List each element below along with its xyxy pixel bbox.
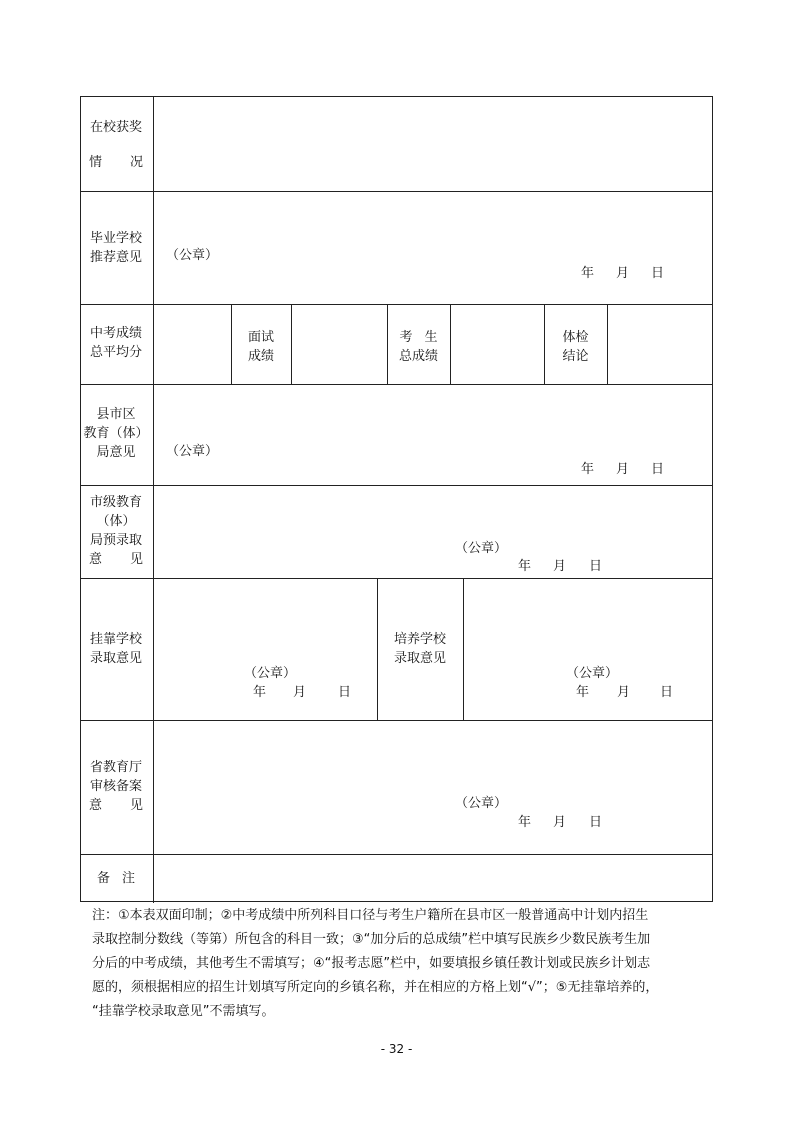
year-text: 年 [518, 559, 532, 574]
province-bureau-field[interactable] [153, 720, 712, 853]
total-score-field[interactable] [450, 304, 543, 383]
city-bureau-field[interactable] [153, 485, 712, 577]
footnote [92, 904, 712, 1024]
physical-exam-label: 体检 结论 [562, 330, 589, 364]
graduation-field[interactable] [153, 191, 712, 303]
month-text: 月 [616, 266, 630, 281]
physical-exam-field[interactable] [607, 304, 712, 383]
year-text: 年 [518, 815, 532, 830]
footnote-line: “挂靠学校录取意见”不需填写。 [92, 1004, 275, 1019]
footnote-line: 注：①本表双面印制；②中考成绩中所列科目口径与考生户籍所在县市区一般普通高中计划内招生 [92, 908, 649, 923]
day-text: 日 [589, 559, 603, 574]
province-bureau-label: 省教育厅 审核备案 意 见 [89, 760, 143, 813]
total-score-label: 考 生 总成绩 [398, 330, 438, 364]
exam-score-label: 中考成绩 总平均分 [89, 326, 142, 360]
remarks-label: 备 注 [97, 871, 135, 886]
day-text: 日 [651, 462, 665, 477]
month-text: 月 [616, 462, 630, 477]
year-text: 年 [576, 685, 590, 700]
day-text: 日 [651, 266, 665, 281]
footnote-line: 愿的，须根据相应的招生计划填写所定向的乡镇名称，并在相应的方格上划“√”；⑤无挂靠培养的， [92, 980, 659, 995]
seal-text: （公章） [166, 444, 219, 459]
seal-text: （公章） [566, 666, 619, 681]
affiliated-school-label: 挂靠学校 录取意见 [89, 632, 142, 666]
page-number: - 32 - [380, 1042, 413, 1056]
seal-text: （公章） [166, 248, 219, 263]
footnote-line: 分后的中考成绩，其他考生不需填写；④“报考志愿”栏中，如要填报乡镇任教计划或民族乡计划志 [92, 956, 651, 971]
month-text: 月 [617, 685, 631, 700]
interview-score-label: 面试 成绩 [247, 330, 274, 364]
city-bureau-label: 市级教育 （体） 局预录取 意 见 [89, 495, 143, 567]
graduation-label: 毕业学校 推荐意见 [89, 231, 142, 265]
training-school-label: 培养学校 录取意见 [393, 632, 446, 666]
interview-score-field[interactable] [291, 304, 386, 383]
day-text: 日 [589, 815, 603, 830]
awards-field[interactable] [153, 97, 712, 190]
awards-label: 在校获奖 情 况 [89, 120, 143, 170]
month-text: 月 [553, 559, 567, 574]
month-text: 月 [293, 685, 307, 700]
month-text: 月 [553, 815, 567, 830]
day-text: 日 [338, 685, 352, 700]
seal-text: （公章） [244, 666, 297, 681]
remarks-field[interactable] [153, 854, 712, 900]
exam-score-field[interactable] [153, 304, 230, 383]
footnote-line: 录取控制分数线（等第）所包含的科目一致；③“加分后的总成绩”栏中填写民族乡少数民族考生加 [92, 932, 651, 947]
year-text: 年 [253, 685, 267, 700]
day-text: 日 [660, 685, 674, 700]
seal-text: （公章） [455, 541, 508, 556]
year-text: 年 [581, 266, 595, 281]
county-bureau-label: 县市区 教育（体） 局意见 [83, 407, 149, 460]
year-text: 年 [581, 462, 595, 477]
seal-text: （公章） [455, 796, 508, 811]
